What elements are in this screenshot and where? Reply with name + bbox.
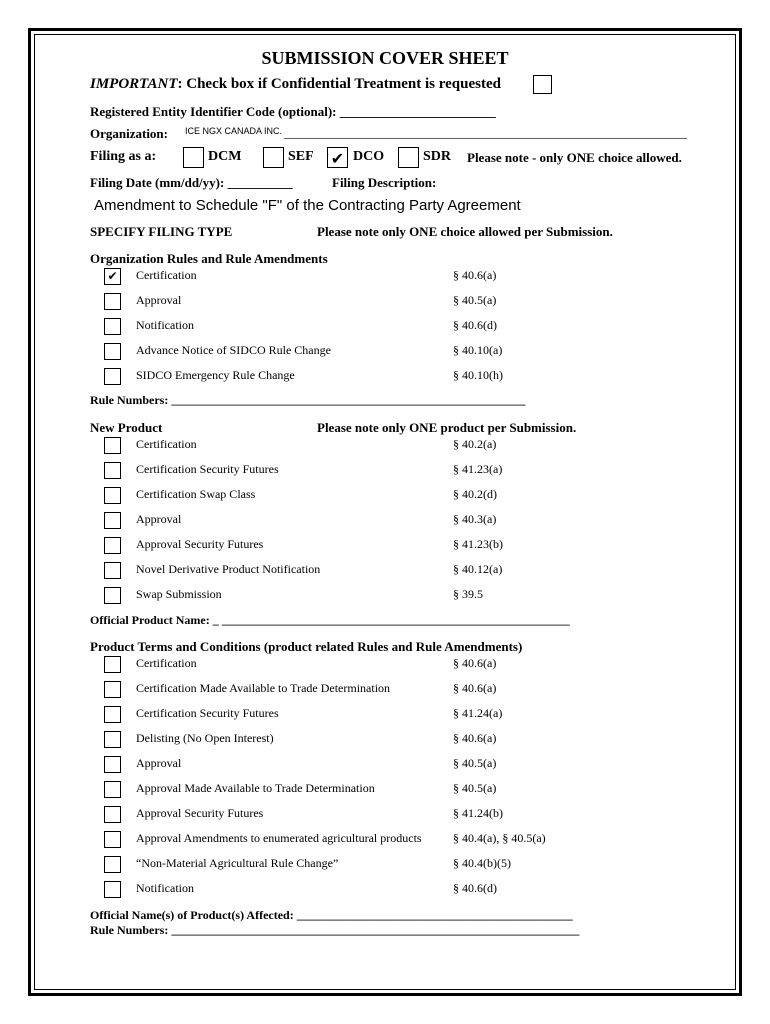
new-product-section: § 39.5: [453, 587, 483, 601]
product-terms-label: Notification: [136, 881, 194, 895]
sef-label: SEF: [288, 149, 314, 164]
new-product-section: § 40.3(a): [453, 512, 497, 526]
organization-value[interactable]: ICE NGX CANADA INC.: [185, 126, 283, 136]
new-product-section: § 41.23(b): [453, 537, 503, 551]
org-rule-section: § 40.10(a): [453, 343, 503, 357]
filing-note: Please note - only ONE choice allowed.: [467, 150, 682, 165]
org-rule-checkbox[interactable]: [104, 318, 121, 335]
confidential-checkbox[interactable]: [533, 75, 552, 94]
product-terms-checkbox[interactable]: [104, 656, 121, 673]
product-terms-label: Delisting (No Open Interest): [136, 731, 274, 745]
new-product-checkbox[interactable]: [104, 537, 121, 554]
new-product-checkbox[interactable]: [104, 462, 121, 479]
product-terms-section: § 40.6(a): [453, 681, 497, 695]
org-rule-checkbox[interactable]: [104, 293, 121, 310]
product-terms-label: “Non-Material Agricultural Rule Change”: [136, 856, 339, 870]
product-terms-label: Approval Amendments to enumerated agricultural products: [136, 831, 422, 845]
dcm-label: DCM: [208, 149, 242, 164]
filing-description-label: Filing Description:: [332, 175, 437, 190]
product-terms-checkbox[interactable]: [104, 731, 121, 748]
new-product-section: § 40.12(a): [453, 562, 503, 576]
new-product-label: Certification Security Futures: [136, 462, 279, 476]
new-product-checkbox[interactable]: [104, 512, 121, 529]
product-terms-section: § 40.4(a), § 40.5(a): [453, 831, 546, 845]
org-rule-label: Certification: [136, 268, 197, 282]
product-terms-checkbox[interactable]: [104, 831, 121, 848]
important-label: IMPORTANT: [90, 76, 178, 92]
new-product-heading: New Product: [90, 420, 163, 435]
product-terms-checkbox[interactable]: [104, 881, 121, 898]
dco-checkbox[interactable]: [327, 147, 348, 168]
org-rule-label: Advance Notice of SIDCO Rule Change: [136, 343, 331, 357]
new-product-label: Certification: [136, 437, 197, 451]
product-terms-checkbox[interactable]: [104, 706, 121, 723]
specify-filing-type-heading: SPECIFY FILING TYPE: [90, 224, 233, 239]
product-terms-checkbox[interactable]: [104, 781, 121, 798]
important-line: [90, 76, 501, 93]
org-rule-label: Approval: [136, 293, 182, 307]
new-product-label: Certification Swap Class: [136, 487, 256, 501]
product-terms-section: § 40.6(a): [453, 731, 497, 745]
new-product-label: Swap Submission: [136, 587, 222, 601]
org-rule-checkbox[interactable]: [104, 368, 121, 385]
new-product-checkbox[interactable]: [104, 487, 121, 504]
new-product-label: Approval: [136, 512, 182, 526]
new-product-label: Approval Security Futures: [136, 537, 264, 551]
org-rule-section: § 40.5(a): [453, 293, 497, 307]
product-terms-section: § 40.5(a): [453, 756, 497, 770]
new-product-checkbox[interactable]: [104, 562, 121, 579]
org-rule-section: § 40.6(d): [453, 318, 497, 332]
products-affected: Official Name(s) of Product(s) Affected: ______________________________________________: [90, 908, 573, 922]
product-terms-checkbox[interactable]: [104, 806, 121, 823]
product-terms-section: § 40.6(a): [453, 656, 497, 670]
new-product-checkbox[interactable]: [104, 587, 121, 604]
product-terms-label: Certification: [136, 656, 197, 670]
product-terms-section: § 40.5(a): [453, 781, 497, 795]
product-terms-label: Approval: [136, 756, 182, 770]
org-rule-label: SIDCO Emergency Rule Change: [136, 368, 295, 382]
product-terms-label: Certification Security Futures: [136, 706, 279, 720]
filing-date-label: Filing Date (mm/dd/yy): __________: [90, 175, 293, 190]
check-icon: ✔: [107, 269, 118, 283]
org-rule-checkbox[interactable]: [104, 268, 121, 285]
org-rule-section: § 40.10(h): [453, 368, 503, 382]
important-text: : Check box if Confidential Treatment is requested: [177, 76, 501, 92]
check-icon: ✔: [330, 149, 345, 168]
new-product-label: Novel Derivative Product Notification: [136, 562, 321, 576]
sdr-checkbox[interactable]: [398, 147, 419, 168]
product-terms-section: § 40.6(d): [453, 881, 497, 895]
product-terms-checkbox[interactable]: [104, 856, 121, 873]
form-title: SUBMISSION COVER SHEET: [261, 48, 509, 68]
new-product-section: § 41.23(a): [453, 462, 503, 476]
org-rule-section: § 40.6(a): [453, 268, 497, 282]
org-rule-checkbox[interactable]: [104, 343, 121, 360]
filing-as-label: Filing as a:: [90, 149, 157, 164]
product-terms-rule-numbers: Rule Numbers: ____________________________________________________________________: [90, 923, 580, 937]
product-terms-section: § 41.24(b): [453, 806, 503, 820]
product-terms-label: Certification Made Available to Trade Determination: [136, 681, 391, 695]
product-terms-label: Approval Made Available to Trade Determination: [136, 781, 375, 795]
dco-label: DCO: [353, 149, 385, 164]
product-terms-checkbox[interactable]: [104, 756, 121, 773]
sdr-label: SDR: [423, 149, 452, 164]
new-product-section: § 40.2(d): [453, 487, 497, 501]
registered-entity-code: Registered Entity Identifier Code (optional): ________________________: [90, 104, 496, 119]
product-terms-checkbox[interactable]: [104, 681, 121, 698]
new-product-checkbox[interactable]: [104, 437, 121, 454]
filing-type-note: Please note only ONE choice allowed per Submission.: [317, 224, 613, 239]
product-terms-section: § 40.4(b)(5): [453, 856, 511, 870]
new-product-note: Please note only ONE product per Submission.: [317, 420, 577, 435]
org-rules-heading: Organization Rules and Rule Amendments: [90, 251, 328, 266]
product-terms-section: § 41.24(a): [453, 706, 503, 720]
organization-underline: ______________________________________________________________: [284, 125, 687, 140]
product-terms-label: Approval Security Futures: [136, 806, 264, 820]
org-rule-label: Notification: [136, 318, 194, 332]
dcm-checkbox[interactable]: [183, 147, 204, 168]
filing-description-value[interactable]: Amendment to Schedule "F" of the Contracting Party Agreement: [94, 197, 521, 214]
official-product-name: Official Product Name: _ __________________________________________________________: [90, 613, 570, 627]
product-terms-heading: Product Terms and Conditions (product related Rules and Rule Amendments): [90, 639, 523, 654]
sef-checkbox[interactable]: [263, 147, 284, 168]
org-rule-numbers: Rule Numbers: ___________________________________________________________: [90, 393, 526, 407]
new-product-section: § 40.2(a): [453, 437, 497, 451]
organization-label: Organization:: [90, 126, 168, 141]
